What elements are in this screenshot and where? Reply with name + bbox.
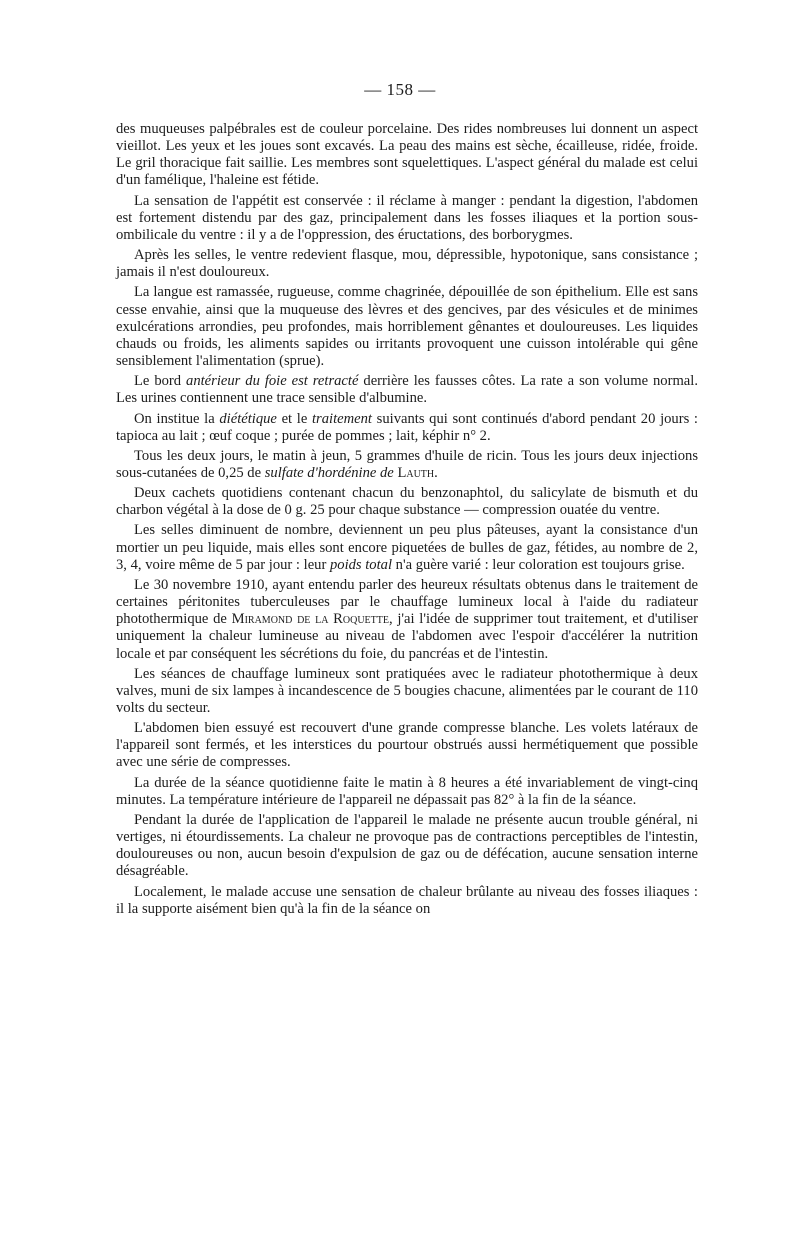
paragraph	[116, 411, 698, 445]
text-run: La langue est ramassée, rugueuse, comme chagrinée, dépouillée de son épithelium. Elle est sans cesse envahie, ainsi que la muqueuse des lèvres et des gencives, par des vésicules et de minimes exulcérations arrondies, peu profondes, mais horriblement gênantes et douloureuses. Les liquides chauds ou froids, les aliments sapides ou irritants provoquent une cuisson intolérable qui gêne sensiblement l'alimentation (sprue).	[116, 284, 698, 370]
paragraph	[116, 522, 698, 573]
text-run: Le 30 novembre 1910, ayant entendu parler des heureux résultats obtenus dans le traitement de certaines péritonites tuberculeuses par le chauffage lumineux local à l'aide du radiateur photothermique de	[116, 576, 698, 628]
italic-text: traitement	[312, 410, 372, 427]
italic-text: diététique	[219, 410, 277, 427]
text-run: Pendant la durée de l'application de l'appareil le malade ne présente aucun trouble général, ni vertiges, ni étourdissements. La chaleur ne provoque pas de contractions perceptibles de l'intestin, douloureuses ou non, aucun besoin d'expulsion de gaz ou de défécation, aucune sensation interne désagréable.	[116, 811, 698, 880]
paragraph	[116, 666, 698, 717]
paragraph	[116, 373, 698, 407]
paragraph	[116, 775, 698, 809]
text-run: Deux cachets quotidiens contenant chacun du benzonaphtol, du salicylate de bismuth et du charbon végétal à la dose de 0 g. 25 pour chaque substance — compression ouatée du ventre.	[116, 485, 698, 519]
text-run: Le bord	[134, 373, 187, 390]
paragraph	[116, 485, 698, 519]
paragraph	[116, 284, 698, 370]
italic-text: antérieur du foie est retracté	[186, 373, 359, 390]
paragraph	[116, 884, 698, 918]
paragraph	[116, 247, 698, 281]
paragraph	[116, 121, 698, 190]
paragraph	[116, 193, 698, 244]
paragraph	[116, 720, 698, 771]
text-run: suivants qui sont continués d'abord pendant 20 jours : tapioca au lait ; œuf coque ; purée de pommes ; lait, képhir n° 2.	[116, 410, 698, 444]
page-number: — 158 —	[364, 80, 436, 99]
text-run: .	[434, 464, 438, 481]
text-run: derrière les fausses côtes. La rate a son volume normal. Les urines contiennent une trace sensible d'albumine.	[116, 373, 698, 407]
body-text	[116, 121, 698, 921]
text-run: L'abdomen bien essuyé est recouvert d'une grande compresse blanche. Les volets latéraux de l'appareil sont fermés, et les interstices du pourtour obstrués aussi hermétiquement que possible avec une série de compresses.	[116, 720, 698, 771]
text-run: La sensation de l'appétit est conservée : il réclame à manger : pendant la digestion, l'abdomen est fortement distendu par des gaz, principalement dans les fosses iliaques et la portion sous-ombilicale du ventre : il y a de l'oppression, des éructations, des borborygmes.	[116, 192, 698, 243]
italic-text: poids total	[329, 556, 393, 573]
text-run: Après les selles, le ventre redevient flasque, mou, dépressible, hypotonique, sans consistance ; jamais il n'est douloureux.	[116, 247, 698, 281]
text-run: des muqueuses palpébrales est de couleur porcelaine. Des rides nombreuses lui donnent un aspect vieillot. Les yeux et les joues sont excavés. La peau des mains est sèche, écailleuse, ridée, froide. Le gril thoracique fait saillie. Les membres sont squelettiques. L'aspect général du malade est celui d'un famélique, l'haleine est fétide.	[116, 121, 698, 189]
text-run: et le	[276, 410, 312, 427]
text-run: La durée de la séance quotidienne faite le matin à 8 heures a été invariablement de vingt-cinq minutes. La température intérieure de l'appareil ne dépassait pas 82° à la fin de la séance.	[116, 774, 698, 808]
text-run: Les selles diminuent de nombre, deviennent un peu plus pâteuses, ayant la consistance d'un mortier un peu liquide, mais elles sont encore piquetées de bulles de gaz, fétides, au nombre de 2, 3, 4, voire même de 5 par jour : leur	[116, 522, 698, 573]
paragraph	[116, 577, 698, 663]
text-run: , j'ai l'idée de supprimer tout traitement, et d'utiliser uniquement la chaleur lumineuse au niveau de l'abdomen avec l'espoir d'accélérer la nutrition locale et par conséquent les sécrétions du foie, du pancréas et de l'intestin.	[116, 611, 698, 662]
text-run: Les séances de chauffage lumineux sont pratiquées avec le radiateur photothermique à deux valves, muni de six lampes à incandescence de 5 bougies chacune, alimentées par le courant de 110 volts du secteur.	[116, 665, 698, 716]
text-run: Tous les deux jours, le matin à jeun, 5 grammes d'huile de ricin. Tous les jours deux injections sous-cutanées de 0,25 de	[116, 447, 698, 481]
paragraph	[116, 448, 698, 482]
text-run: On institue la	[134, 410, 220, 427]
paragraph	[116, 812, 698, 881]
italic-text: sulfate d'hordénine de	[264, 464, 394, 481]
small-caps-name: Miramond de la Roquette	[231, 611, 389, 628]
text-run: Localement, le malade accuse une sensation de chaleur brûlante au niveau des fosses iliaques : il la supporte aisément bien qu'à la fin de la séance on	[116, 883, 698, 917]
text-run: n'a guère varié : leur coloration est toujours grise.	[392, 556, 685, 573]
small-caps-name: Lauth	[397, 464, 435, 481]
